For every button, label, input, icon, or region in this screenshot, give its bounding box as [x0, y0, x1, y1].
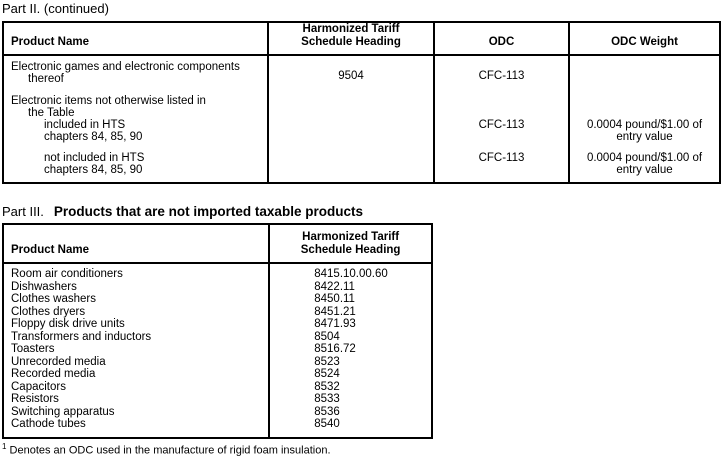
- part2-heading: Part II. (continued): [2, 1, 109, 16]
- product-name-cell: [3, 55, 268, 95]
- hts-cell: 8415.10.00.60: [269, 268, 432, 281]
- part3-col-product-name: Product Name: [3, 224, 269, 263]
- hts-cell: 8532: [269, 381, 432, 394]
- product-name-cell: [3, 95, 268, 119]
- table-row: [3, 381, 432, 394]
- table-row: [3, 418, 432, 431]
- product-name-cell: Floppy disk drive units: [3, 318, 269, 331]
- hts-cell: 8540: [269, 418, 432, 431]
- hts-cell: 8523: [269, 356, 432, 369]
- hts-cell: 8422.11: [269, 281, 432, 294]
- odc-weight-cell: [569, 152, 720, 183]
- hts-cell: 8516.72: [269, 343, 432, 356]
- hts-cell: 8451.21: [269, 306, 432, 319]
- odc-cell: [434, 95, 569, 119]
- part3-col-hts-heading: [269, 224, 432, 263]
- table-row: [3, 393, 432, 406]
- hts-cell: 8533: [269, 393, 432, 406]
- product-name-cell: Cathode tubes: [3, 418, 269, 431]
- product-line: chapters 84, 85, 90: [44, 131, 143, 143]
- odc-cell: CFC-113: [434, 119, 569, 152]
- part2-col-odc: ODC: [434, 22, 569, 55]
- hts-cell: 8504: [269, 331, 432, 344]
- part3-heading-title: Products that are not imported taxable products: [53, 204, 363, 219]
- product-name-cell: Transformers and inductors: [3, 331, 269, 344]
- product-line: Electronic games and electronic components: [11, 61, 240, 73]
- hts-cell: [268, 119, 434, 152]
- product-line: chapters 84, 85, 90: [44, 164, 143, 176]
- part2-table: [2, 21, 721, 184]
- hts-cell: 8450.11: [269, 293, 432, 306]
- hts-cell: [269, 431, 432, 438]
- hts-cell: 8536: [269, 406, 432, 419]
- product-name-cell: Clothes washers: [3, 293, 269, 306]
- hts-header-line2: Schedule Heading: [300, 244, 401, 256]
- table-row: [3, 152, 720, 183]
- table-row: [3, 119, 720, 152]
- table-row: [3, 406, 432, 419]
- weight-line: 0.0004 pound/$1.00 of: [586, 119, 703, 131]
- product-line: not included in HTS: [44, 152, 145, 164]
- part2-col-hts-heading: [268, 22, 434, 55]
- part3-table: [2, 223, 433, 439]
- product-name-cell: Switching apparatus: [3, 406, 269, 419]
- footnote-text: Denotes an ODC used in the manufacture of rigid foam insulation.: [9, 444, 331, 457]
- table-row: [3, 306, 432, 319]
- table-row: [3, 368, 432, 381]
- footnote-marker: 1: [2, 442, 7, 451]
- table-row: [3, 331, 432, 344]
- weight-line: entry value: [616, 164, 673, 176]
- part3-header-row: [3, 224, 432, 263]
- spacer-row: [3, 431, 432, 438]
- product-name-cell: Resistors: [3, 393, 269, 406]
- table-row: [3, 343, 432, 356]
- part2-header-row: [3, 22, 720, 55]
- table-row: [3, 281, 432, 294]
- hts-header-line1: Harmonized Tariff: [302, 23, 400, 35]
- weight-line: entry value: [616, 131, 673, 143]
- product-name-cell: Clothes dryers: [3, 306, 269, 319]
- table-row: [3, 293, 432, 306]
- odc-weight-cell: [569, 55, 720, 95]
- product-line: Electronic items not otherwise listed in: [11, 95, 206, 107]
- table-row: [3, 95, 720, 119]
- part3-heading-prefix: Part III.: [2, 204, 44, 219]
- product-name-cell: Toasters: [3, 343, 269, 356]
- odc-cell: CFC-113: [434, 55, 569, 95]
- product-name-cell: Capacitors: [3, 381, 269, 394]
- table-row: [3, 55, 720, 95]
- weight-line: 0.0004 pound/$1.00 of: [586, 152, 703, 164]
- table-row: [3, 268, 432, 281]
- hts-cell: 9504: [268, 55, 434, 95]
- product-name-cell: Unrecorded media: [3, 356, 269, 369]
- product-line: included in HTS: [44, 119, 126, 131]
- product-name-cell: [3, 119, 268, 152]
- footnote: [2, 442, 331, 457]
- hts-header-line1: Harmonized Tariff: [302, 231, 400, 243]
- product-name-cell: Dishwashers: [3, 281, 269, 294]
- part2-col-product-name: Product Name: [3, 22, 268, 55]
- table-row: [3, 356, 432, 369]
- part3-heading: [2, 204, 363, 219]
- hts-cell: [268, 95, 434, 119]
- hts-cell: [268, 152, 434, 183]
- hts-cell: 8471.93: [269, 318, 432, 331]
- hts-header-line2: Schedule Heading: [301, 36, 401, 48]
- product-name-cell: Recorded media: [3, 368, 269, 381]
- product-name-cell: [3, 431, 269, 438]
- product-name-cell: Room air conditioners: [3, 268, 269, 281]
- product-name-cell: [3, 152, 268, 183]
- product-line: the Table: [28, 107, 75, 119]
- odc-weight-cell: [569, 119, 720, 152]
- odc-cell: CFC-113: [434, 152, 569, 183]
- table-row: [3, 318, 432, 331]
- odc-weight-cell: [569, 95, 720, 119]
- product-line: thereof: [28, 73, 64, 85]
- hts-cell: 8524: [269, 368, 432, 381]
- part2-col-odc-weight: ODC Weight: [569, 22, 720, 55]
